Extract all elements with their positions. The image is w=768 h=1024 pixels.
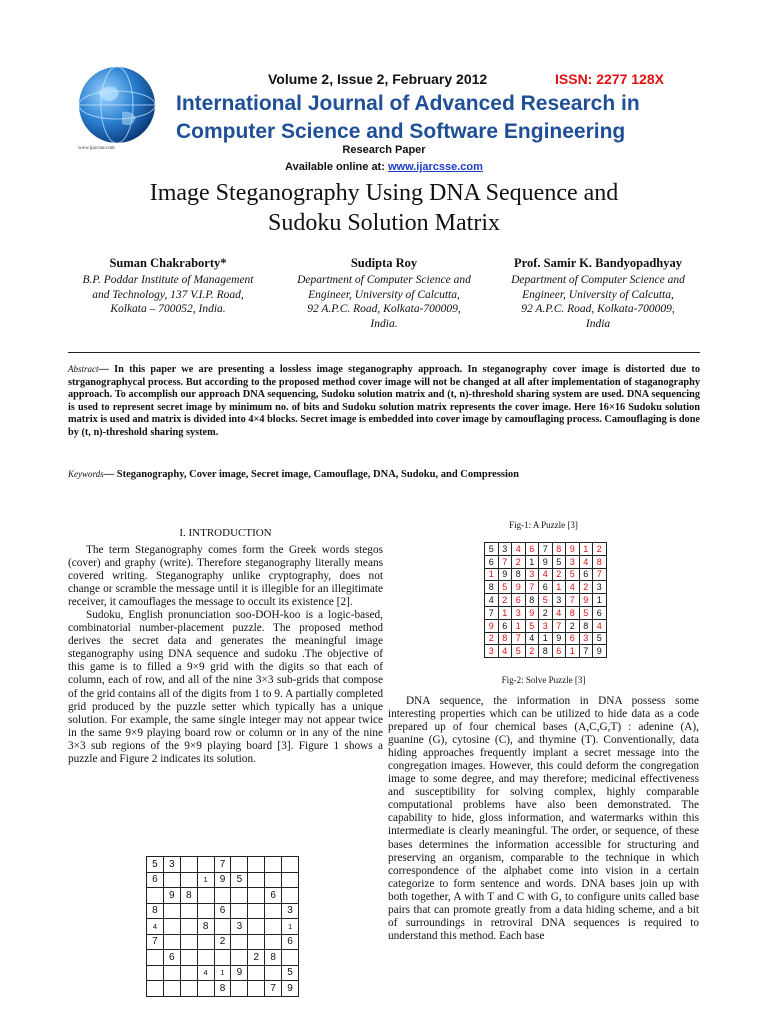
sudoku-cell: 9: [163, 888, 180, 904]
sudoku-row: [485, 594, 607, 607]
sudoku-cell: 7: [214, 857, 231, 873]
sudoku-cell: 3: [539, 619, 553, 632]
sudoku-cell: [265, 965, 282, 981]
aff-line: and Technology, 137 V.I.P. Road,: [92, 288, 244, 301]
sudoku-cell: [180, 934, 197, 950]
paper-title: [60, 178, 708, 238]
sudoku-cell: 1: [539, 632, 553, 645]
sudoku-cell: [231, 903, 248, 919]
sudoku-cell: 6: [512, 594, 526, 607]
sudoku-cell: 5: [498, 581, 512, 594]
sudoku-cell: 6: [147, 872, 164, 888]
sudoku-cell: 5: [512, 645, 526, 658]
sudoku-cell: 2: [552, 568, 566, 581]
sudoku-cell: 3: [525, 568, 539, 581]
sudoku-cell: 6: [214, 903, 231, 919]
sudoku-cell: [265, 857, 282, 873]
sudoku-cell: 4: [579, 555, 593, 568]
sudoku-row: [485, 632, 607, 645]
sudoku-cell: 2: [566, 619, 580, 632]
sudoku-cell: 1: [485, 568, 499, 581]
sudoku-cell: 8: [593, 555, 607, 568]
keywords: [68, 469, 700, 480]
sudoku-row: [485, 645, 607, 658]
sudoku-cell: 6: [498, 619, 512, 632]
sudoku-cell: 4: [525, 632, 539, 645]
sudoku-cell: [248, 888, 265, 904]
sudoku-cell: 3: [512, 606, 526, 619]
sudoku-row: [147, 950, 299, 966]
sudoku-cell: [163, 981, 180, 997]
sudoku-cell: 9: [231, 965, 248, 981]
sudoku-row: [485, 581, 607, 594]
keywords-label: Keywords: [68, 469, 104, 479]
issn: ISSN: 2277 128X: [555, 71, 664, 87]
sudoku-cell: 5: [525, 619, 539, 632]
sudoku-puzzle-table: [146, 856, 299, 997]
sudoku-cell: 4: [197, 965, 214, 981]
sudoku-row: [485, 555, 607, 568]
author-2: [284, 256, 484, 331]
sudoku-cell: 8: [579, 619, 593, 632]
sudoku-solution-table: [484, 542, 607, 658]
sudoku-cell: 8: [498, 632, 512, 645]
sudoku-cell: 9: [512, 581, 526, 594]
sudoku-cell: [248, 981, 265, 997]
author-affiliation: [284, 273, 484, 331]
sudoku-cell: [197, 857, 214, 873]
sudoku-cell: [197, 934, 214, 950]
journal-link[interactable]: www.ijarcsse.com: [387, 161, 483, 173]
sudoku-cell: 8: [512, 568, 526, 581]
sudoku-cell: 8: [539, 645, 553, 658]
sudoku-cell: 2: [593, 543, 607, 556]
sudoku-cell: 7: [512, 632, 526, 645]
sudoku-cell: 6: [485, 555, 499, 568]
sudoku-cell: [180, 919, 197, 935]
sudoku-cell: [147, 981, 164, 997]
sudoku-cell: 8: [180, 888, 197, 904]
right-column: [388, 695, 699, 943]
sudoku-cell: 6: [552, 645, 566, 658]
sudoku-cell: 6: [539, 581, 553, 594]
sudoku-cell: 5: [566, 568, 580, 581]
sudoku-cell: 8: [197, 919, 214, 935]
author-name: Sudipta Roy: [350, 256, 418, 270]
sudoku-cell: 7: [552, 619, 566, 632]
sudoku-cell: 1: [579, 543, 593, 556]
sudoku-cell: 5: [552, 555, 566, 568]
paper-type: Research Paper: [342, 144, 426, 156]
sudoku-cell: 6: [265, 888, 282, 904]
sudoku-cell: [147, 965, 164, 981]
author-name: Suman Chakraborty*: [109, 256, 227, 270]
sudoku-cell: 9: [485, 619, 499, 632]
sudoku-cell: 3: [498, 543, 512, 556]
sudoku-row: [485, 568, 607, 581]
sudoku-cell: 9: [539, 555, 553, 568]
sudoku-cell: [147, 888, 164, 904]
sudoku-cell: 4: [498, 645, 512, 658]
sudoku-cell: 9: [282, 981, 299, 997]
sudoku-cell: 2: [214, 934, 231, 950]
fig1-caption: Fig-1: A Puzzle [3]: [509, 520, 578, 530]
sudoku-cell: 7: [593, 568, 607, 581]
sudoku-cell: 4: [512, 543, 526, 556]
sudoku-cell: [180, 965, 197, 981]
sudoku-cell: 8: [214, 981, 231, 997]
sudoku-cell: 9: [579, 594, 593, 607]
sudoku-cell: 1: [197, 872, 214, 888]
sudoku-cell: 5: [485, 543, 499, 556]
sudoku-cell: 6: [163, 950, 180, 966]
author-3: [498, 256, 698, 331]
sudoku-row: [147, 872, 299, 888]
sudoku-row: [147, 981, 299, 997]
paper-title-line1: Image Steganography Using DNA Sequence and: [149, 180, 619, 206]
sudoku-cell: [147, 950, 164, 966]
sudoku-cell: 9: [214, 872, 231, 888]
sudoku-cell: 4: [593, 619, 607, 632]
sudoku-cell: 7: [525, 581, 539, 594]
sudoku-cell: 5: [539, 594, 553, 607]
author-1: [68, 256, 268, 317]
sudoku-cell: 6: [566, 632, 580, 645]
sudoku-cell: 4: [147, 919, 164, 935]
sudoku-cell: [180, 872, 197, 888]
sudoku-cell: [214, 919, 231, 935]
sudoku-row: [147, 888, 299, 904]
aff-line: Engineer, University of Calcutta,: [522, 288, 674, 301]
sudoku-row: [485, 606, 607, 619]
sudoku-cell: [231, 950, 248, 966]
section-heading: I. INTRODUCTION: [179, 527, 272, 539]
sudoku-cell: 3: [163, 857, 180, 873]
sudoku-cell: 1: [566, 645, 580, 658]
aff-line: Department of Computer Science and: [297, 274, 471, 286]
sudoku-cell: [282, 950, 299, 966]
aff-line: India.: [370, 317, 398, 330]
sudoku-cell: 2: [248, 950, 265, 966]
sudoku-cell: [248, 857, 265, 873]
sudoku-cell: [231, 981, 248, 997]
fig2-caption: Fig-2: Solve Puzzle [3]: [501, 675, 586, 685]
available-online: [0, 161, 768, 173]
abstract: [68, 363, 700, 439]
sudoku-cell: 7: [147, 934, 164, 950]
sudoku-row: [147, 965, 299, 981]
sudoku-cell: 9: [498, 568, 512, 581]
sudoku-cell: 2: [485, 632, 499, 645]
sudoku-cell: [214, 888, 231, 904]
aff-line: Department of Computer Science and: [511, 274, 685, 286]
logo-url: www.ijarcsse.com: [78, 146, 115, 151]
sudoku-cell: [282, 857, 299, 873]
sudoku-row: [485, 619, 607, 632]
sudoku-cell: 8: [552, 543, 566, 556]
sudoku-cell: 3: [485, 645, 499, 658]
aff-line: 92 A.P.C. Road, Kolkata-700009,: [521, 303, 675, 315]
sudoku-cell: 6: [282, 934, 299, 950]
sudoku-cell: [180, 903, 197, 919]
sudoku-cell: 5: [231, 872, 248, 888]
intro-paragraph-2: Sudoku, English pronunciation soo-DOH-koo is a logic-based, combinatorial number-placement puzzle. The proposed method derives the secret data and generates the meaningful image steganography using DNA sequence and sudoku .The objective of this game is to filled a 9×9 grid with the digits so that each of column, each of row, and all of the nine 3×3 sub-grids that compose of the grid contains all of the digits from 1 to 9. A partially completed grid produced by the puzzle setter which typically has a unique solution. For example, the same single integer may not appear twice in the same 9×9 playing board row or column or in any of the nine 3×3 sub regions of the 9×9 playing board [3]. Figure 1 shows a puzzle and Figure 2 indicates its solution.: [68, 609, 383, 765]
sudoku-cell: [231, 934, 248, 950]
sudoku-cell: 9: [552, 632, 566, 645]
sudoku-row: [147, 919, 299, 935]
sudoku-cell: 5: [147, 857, 164, 873]
dna-paragraph: DNA sequence, the information in DNA possess some interesting properties which can be utilized to hide data as a code prepared up of four chemical bases (A,C,G,T) : adenine (A), guanine (G), cytosine (C), and thymine (T). Conventionally, data hiding approaches frequently implant a secret message into the congregation images. However, this could deform the congregation image to some degree, and may therefore; medicinal effectiveness and susceptibility for solving complex, highly comparable computational problems have also been demonstrated. The capability to hide, gloss information, and watermarks within this intermediate is clearly meaningful. The order, or sequence, of these bases determines the information accessible for structuring and preserving an organism, comparable to the technique in which correspondence of the alphabet come into vision in a certain categorize to form sentence and words. DNA bases join up with both together, A with T and C with G, to configure units called base pairs that can promote greatly from a data hiding scheme, and a bit of surroundings in retroviral DNA sequences is required to understand this method. Each base: [388, 695, 699, 942]
sudoku-cell: 7: [566, 594, 580, 607]
sudoku-cell: 2: [539, 606, 553, 619]
journal-name-line1: International Journal of Advanced Research in: [176, 92, 640, 115]
sudoku-cell: 2: [498, 594, 512, 607]
sudoku-cell: [180, 981, 197, 997]
sudoku-cell: 1: [525, 555, 539, 568]
sudoku-cell: 4: [552, 606, 566, 619]
sudoku-cell: 7: [498, 555, 512, 568]
author-name: Prof. Samir K. Bandyopadhyay: [514, 256, 682, 270]
sudoku-cell: [282, 888, 299, 904]
aff-line: 92 A.P.C. Road, Kolkata-700009,: [307, 303, 461, 315]
keywords-text: — Steganography, Cover image, Secret image, Camouflage, DNA, Sudoku, and Compression: [103, 469, 520, 480]
sudoku-cell: [231, 857, 248, 873]
sudoku-row: [485, 543, 607, 556]
sudoku-row: [147, 903, 299, 919]
sudoku-cell: 7: [539, 543, 553, 556]
sudoku-cell: [197, 888, 214, 904]
sudoku-cell: 1: [282, 919, 299, 935]
sudoku-cell: [248, 965, 265, 981]
sudoku-cell: 2: [512, 555, 526, 568]
sudoku-cell: 6: [579, 568, 593, 581]
sudoku-cell: [265, 934, 282, 950]
sudoku-row: [147, 934, 299, 950]
sudoku-cell: 2: [525, 645, 539, 658]
sudoku-cell: 8: [265, 950, 282, 966]
aff-line: B.P. Poddar Institute of Management: [82, 274, 254, 286]
sudoku-cell: 5: [593, 632, 607, 645]
sudoku-cell: [180, 950, 197, 966]
abstract-text: — In this paper we are presenting a lossless image steganography approach. In steganography cover image is distorted due to strganographycal process. But according to the proposed method cover image will not be changed at all after implementation of staganography approach. To accomplish our approach DNA sequencing, Sudoku solution matrix and (t, n)-threshold sharing system are used. DNA sequencing is used to represent secret image by minimum no. of bits and Sudoku solution matrix represents the cover image. Here 16×16 Sudoku solution matrix is used and matrix is divided into 4×4 blocks. Secret image is embedded into cover image by camouflaging process. Camouflaging is done by (t, n)-threshold sharing system.: [68, 364, 700, 438]
intro-paragraph-1: The term Steganography comes form the Greek words stegos (cover) and graphy (write). Therefore steganography literally means covered writing. Steganography unlike cryptography, does not change or scramble the message until it is illegible for an illegitimate receiver, it camouflages the message to occult its existence [2].: [68, 544, 383, 609]
sudoku-cell: [265, 872, 282, 888]
sudoku-cell: 1: [593, 594, 607, 607]
sudoku-cell: 1: [498, 606, 512, 619]
sudoku-cell: 6: [525, 543, 539, 556]
sudoku-cell: [214, 950, 231, 966]
sudoku-cell: [163, 903, 180, 919]
aff-line: India: [585, 317, 611, 330]
sudoku-cell: 4: [566, 581, 580, 594]
sudoku-cell: [248, 934, 265, 950]
available-label: Available online at:: [285, 161, 388, 173]
sudoku-cell: 6: [593, 606, 607, 619]
sudoku-cell: [248, 872, 265, 888]
sudoku-cell: 8: [525, 594, 539, 607]
sudoku-cell: 1: [552, 581, 566, 594]
sudoku-cell: [163, 965, 180, 981]
sudoku-row: [147, 857, 299, 873]
journal-logo-globe-icon: [76, 64, 158, 146]
sudoku-cell: [231, 888, 248, 904]
sudoku-cell: 7: [485, 606, 499, 619]
sudoku-cell: 3: [552, 594, 566, 607]
sudoku-cell: 3: [593, 581, 607, 594]
sudoku-cell: 9: [593, 645, 607, 658]
sudoku-cell: 7: [579, 645, 593, 658]
sudoku-cell: 9: [566, 543, 580, 556]
sudoku-cell: 8: [147, 903, 164, 919]
sudoku-cell: [197, 950, 214, 966]
sudoku-cell: 3: [579, 632, 593, 645]
left-column: [68, 544, 383, 766]
aff-line: Engineer, University of Calcutta,: [308, 288, 460, 301]
abstract-label: Abstract: [68, 364, 99, 374]
sudoku-cell: 3: [282, 903, 299, 919]
author-affiliation: [498, 273, 698, 331]
author-affiliation: [68, 273, 268, 317]
sudoku-cell: 3: [231, 919, 248, 935]
paper-title-line2: Sudoku Solution Matrix: [267, 210, 501, 236]
journal-name: [176, 90, 696, 146]
sudoku-cell: [248, 903, 265, 919]
volume-info: Volume 2, Issue 2, February 2012: [268, 71, 488, 87]
sudoku-cell: 4: [485, 594, 499, 607]
sudoku-cell: 8: [485, 581, 499, 594]
sudoku-cell: [163, 872, 180, 888]
sudoku-cell: 8: [566, 606, 580, 619]
sudoku-cell: [248, 919, 265, 935]
sudoku-cell: 4: [539, 568, 553, 581]
sudoku-cell: 5: [282, 965, 299, 981]
sudoku-cell: 1: [512, 619, 526, 632]
sudoku-cell: 7: [265, 981, 282, 997]
sudoku-cell: [163, 934, 180, 950]
journal-name-line2: Computer Science and Software Engineering: [176, 120, 626, 143]
sudoku-cell: 2: [579, 581, 593, 594]
sudoku-cell: [197, 903, 214, 919]
sudoku-cell: [282, 872, 299, 888]
sudoku-cell: [197, 981, 214, 997]
aff-line: Kolkata – 700052, India.: [110, 303, 226, 315]
divider: [68, 352, 700, 353]
sudoku-cell: [265, 919, 282, 935]
sudoku-cell: 5: [579, 606, 593, 619]
sudoku-cell: 3: [566, 555, 580, 568]
sudoku-cell: [163, 919, 180, 935]
sudoku-cell: 1: [214, 965, 231, 981]
sudoku-cell: [180, 857, 197, 873]
sudoku-cell: 9: [525, 606, 539, 619]
sudoku-cell: [265, 903, 282, 919]
